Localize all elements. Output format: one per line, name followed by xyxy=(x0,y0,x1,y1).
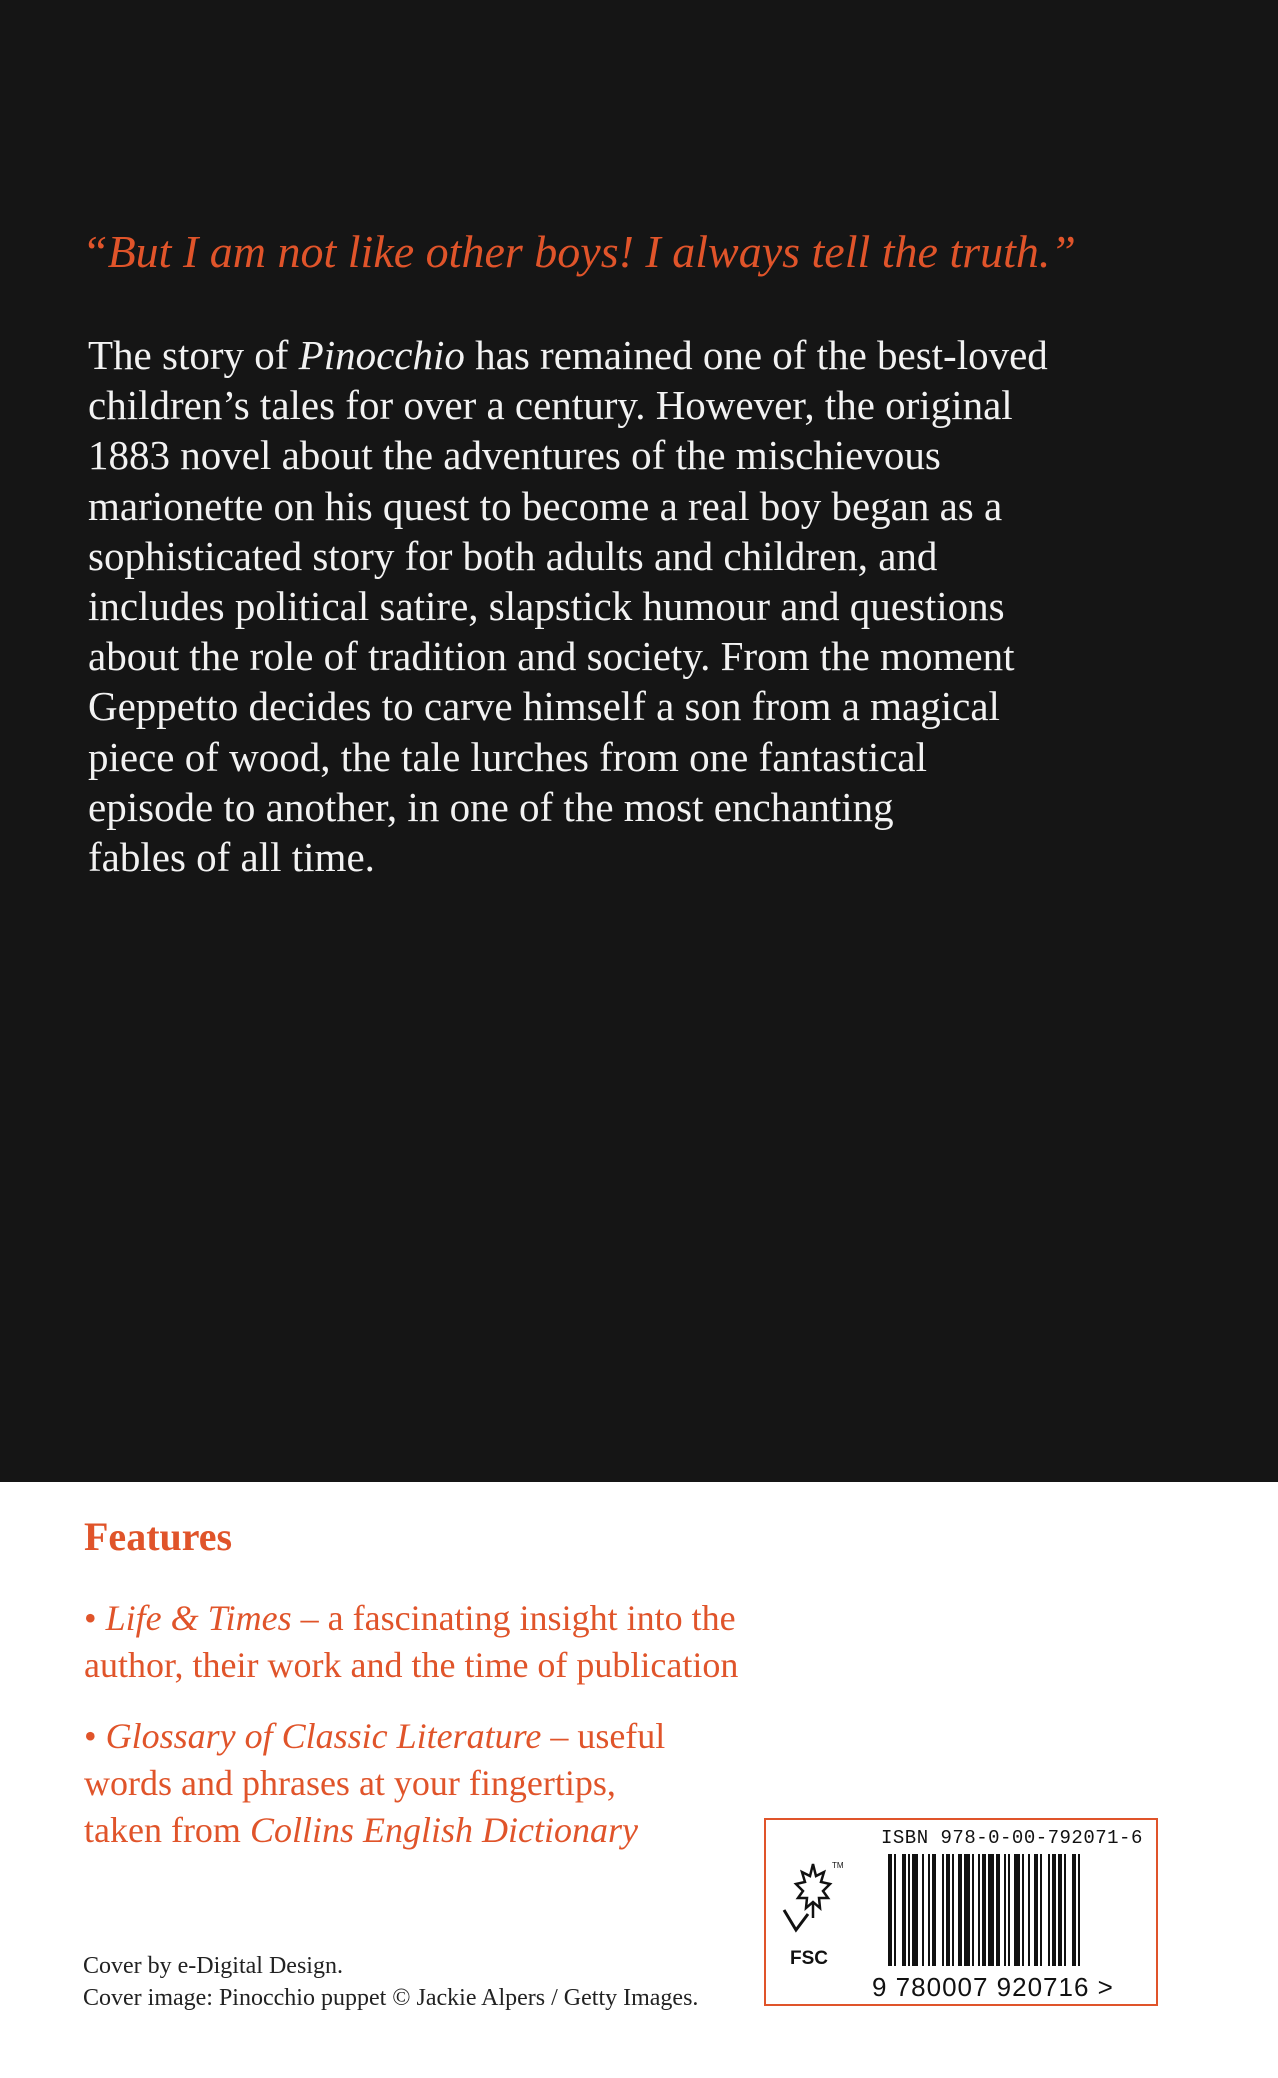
feature-item-glossary: • Glossary of Classic Literature – useful words and phrases at your fingertips, taken from Collins English Dictionary xyxy=(84,1716,666,1850)
barcode-bar xyxy=(1028,1854,1030,1966)
isbn-text: ISBN 978-0-00-792071-6 xyxy=(881,1827,1143,1849)
blurb-line: piece of wood, the tale lurches from one fantastical xyxy=(88,733,928,780)
barcode-bar xyxy=(1040,1854,1042,1966)
credit-design: Cover by e-Digital Design. xyxy=(83,1953,343,1979)
bullet: • xyxy=(84,1716,97,1756)
barcode-bar xyxy=(1004,1854,1006,1966)
barcode-bar xyxy=(1008,1854,1010,1966)
credit-image: Cover image: Pinocchio puppet © Jackie Alpers / Getty Images. xyxy=(83,1985,699,2011)
feature-name: Glossary of Classic Literature xyxy=(105,1716,542,1756)
book-title-italic: Pinocchio xyxy=(298,332,465,378)
fsc-tree-logo-icon xyxy=(778,1858,848,1948)
tm-mark: TM xyxy=(832,1861,844,1870)
barcode-bars xyxy=(886,1854,1148,1972)
barcode-bar xyxy=(964,1854,970,1966)
barcode-bar xyxy=(982,1854,986,1966)
dictionary-title: Collins English Dictionary xyxy=(249,1810,638,1850)
barcode-bar xyxy=(942,1854,944,1966)
barcode-bar xyxy=(1034,1854,1038,1966)
blurb-line: 1883 novel about the adventures of the mischievous xyxy=(88,432,941,479)
feature-item-life-and-times: • Life & Times – a fascinating insight into the author, their work and the time of publication xyxy=(84,1595,738,1689)
barcode-bar xyxy=(978,1854,980,1966)
barcode-bar xyxy=(912,1854,918,1966)
blurb-line: includes political satire, slapstick humour and questions xyxy=(88,583,1005,630)
blurb-line: The story of Pinocchio has remained one of the best-loved xyxy=(88,332,1048,378)
barcode-bar xyxy=(952,1854,954,1966)
feature-description: author, their work and the time of publication xyxy=(84,1645,739,1685)
barcode-bar xyxy=(1048,1854,1050,1966)
barcode-bar xyxy=(1078,1854,1080,1966)
pull-quote: “But I am not like other boys! I always tell the truth.” xyxy=(82,226,1077,277)
barcode-bar xyxy=(928,1854,930,1966)
barcode-bar xyxy=(888,1854,892,1966)
blurb-line: marionette on his quest to become a real boy began as a xyxy=(88,482,1003,529)
book-blurb xyxy=(88,330,1198,882)
barcode-bar xyxy=(1064,1854,1066,1966)
barcode-bar xyxy=(958,1854,962,1966)
blurb-line: sophisticated story for both adults and children, and xyxy=(88,532,938,579)
barcode-bar xyxy=(996,1854,1000,1966)
barcode-bar xyxy=(1022,1854,1024,1966)
barcode-bar xyxy=(1014,1854,1020,1966)
barcode-bar xyxy=(932,1854,936,1966)
blurb-line: episode to another, in one of the most enchanting xyxy=(88,783,894,830)
barcode-bar xyxy=(894,1854,896,1966)
barcode-bar xyxy=(908,1854,910,1966)
fsc-label: FSC xyxy=(790,1948,828,1969)
barcode-digits: 9 780007 920716 > xyxy=(872,1972,1114,2002)
feature-description: words and phrases at your fingertips, xyxy=(84,1763,616,1803)
barcode-bar xyxy=(972,1854,974,1966)
blurb-line: fables of all time. xyxy=(88,834,375,881)
barcode-bar xyxy=(946,1854,950,1966)
feature-name: Life & Times xyxy=(105,1598,292,1638)
cover-credits xyxy=(83,1950,698,2014)
barcode-panel xyxy=(764,1818,1158,2006)
blurb-line: Geppetto decides to carve himself a son from a magical xyxy=(88,683,1000,730)
blurb-line: children’s tales for over a century. However, the original xyxy=(88,382,1013,429)
barcode-bar xyxy=(988,1854,994,1966)
barcode-bar xyxy=(922,1854,924,1966)
barcode-bar xyxy=(1072,1854,1076,1966)
bullet: • xyxy=(84,1598,97,1638)
barcode-bar xyxy=(1058,1854,1062,1966)
features-heading: Features xyxy=(84,1514,233,1559)
barcode-bar xyxy=(902,1854,906,1966)
barcode-bar xyxy=(1052,1854,1056,1966)
blurb-line: about the role of tradition and society. From the moment xyxy=(88,633,1015,680)
